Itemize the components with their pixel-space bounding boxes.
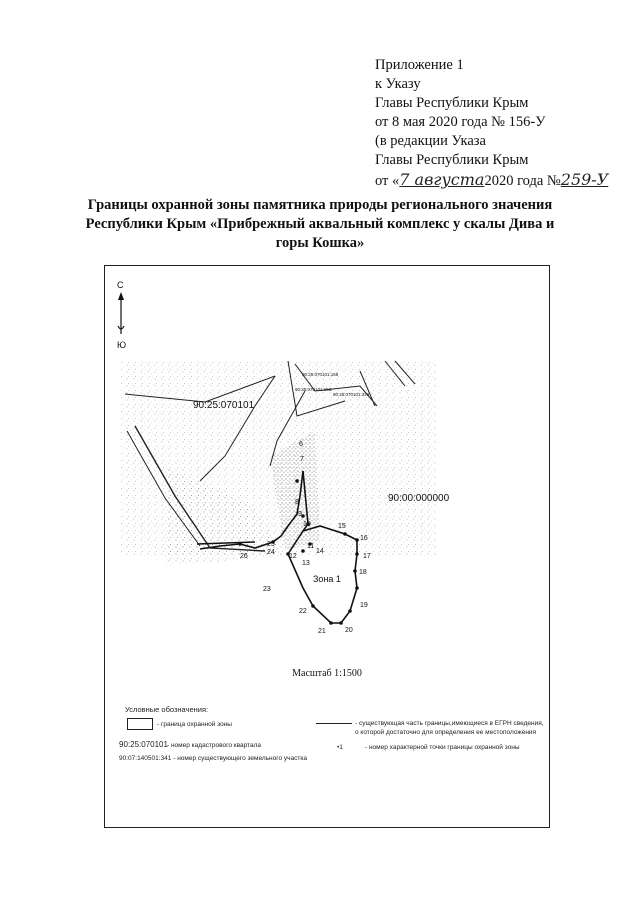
annex-date-middle: 2020 года №	[484, 173, 561, 189]
legend-boundary-swatch	[127, 718, 153, 730]
point-marker	[353, 569, 357, 573]
legend-cadastral-code: 90:25:070101	[119, 740, 168, 749]
point-label: 24	[267, 549, 275, 556]
point-label: 23	[263, 586, 271, 593]
point-marker	[339, 621, 343, 625]
point-label: 16	[360, 535, 368, 542]
point-label: 7	[300, 456, 304, 463]
point-marker	[329, 621, 333, 625]
legend-title: Условные обозначения:	[125, 705, 209, 714]
legend-parcel-example: 90:07:140501:341 - номер существующего земельного участка	[119, 755, 307, 762]
annex-header	[375, 56, 608, 191]
document-title	[60, 196, 580, 253]
point-label: 8	[295, 499, 299, 506]
zone-label: Зона 1	[313, 574, 341, 584]
compass-south-label: Ю	[117, 340, 127, 350]
point-label: 20	[345, 627, 353, 634]
title-line-1: Границы охранной зоны памятника природы регионального значения	[87, 197, 553, 213]
annex-line-1: Приложение 1	[375, 57, 464, 73]
parcel-label-right: 90:00:000000	[388, 493, 450, 504]
annex-line-7	[375, 170, 608, 191]
annex-line-5: (в редакции Указа	[375, 133, 486, 149]
point-label: 14	[316, 548, 324, 555]
annex-line-4: от 8 мая 2020 года № 156-У	[375, 114, 546, 130]
map-frame	[104, 265, 550, 828]
point-label: 21	[318, 628, 326, 635]
point-marker	[355, 586, 359, 590]
point-label: 15	[338, 523, 346, 530]
point-label: 19	[360, 602, 368, 609]
point-label: 17	[363, 553, 371, 560]
legend-line-label	[355, 719, 544, 737]
parcel-label-left: 90:25:070101	[193, 400, 255, 411]
legend-point-label: - номер характерной точки границы охранной зоны	[365, 744, 520, 751]
point-label: 9	[298, 511, 302, 518]
point-marker	[301, 549, 305, 553]
legend-line-label-1: - существующая часть границы,имеющиеся в ЕГРН сведения,	[355, 720, 544, 727]
parcel-label-small-2: 90:25:070101:163	[295, 387, 332, 392]
point-label: 11	[307, 543, 315, 550]
point-label: 25	[267, 541, 275, 548]
point-label: 6	[299, 441, 303, 448]
annex-date-prefix: от «	[375, 173, 400, 189]
handwritten-date: 7 августа	[399, 170, 485, 189]
point-marker	[311, 604, 315, 608]
point-label: 13	[302, 560, 310, 567]
point-label: 10	[303, 521, 311, 528]
annex-line-2: к Указу	[375, 76, 421, 92]
compass-north-label: С	[117, 280, 124, 290]
legend-boundary-label: - граница охранной зоны	[157, 721, 232, 728]
legend-line-swatch	[316, 723, 352, 724]
north-arrow-icon	[118, 292, 124, 300]
legend-cadastral-label: - номер кадастрового квартала	[167, 742, 262, 749]
legend-line-label-2: о которой достаточно для определения ее местоположения	[355, 729, 537, 736]
title-line-3: горы Кошка»	[275, 235, 365, 251]
legend-point-symbol: •1	[337, 744, 343, 751]
point-marker	[343, 532, 347, 536]
point-label: 18	[359, 569, 367, 576]
point-label: 22	[299, 608, 307, 615]
point-label: 26	[240, 553, 248, 560]
point-marker	[295, 479, 299, 483]
map-scale: Масштаб 1:1500	[292, 668, 362, 679]
point-marker	[355, 552, 359, 556]
annex-line-6: Главы Республики Крым	[375, 152, 529, 168]
parcel-label-small-1: 90:25:070101:159	[302, 372, 339, 377]
parcel-label-small-3: 90:25:070101:329	[333, 392, 370, 397]
point-label: 12	[289, 553, 297, 560]
handwritten-number: 259-У	[560, 170, 609, 189]
annex-line-3: Главы Республики Крым	[375, 95, 529, 111]
compass	[117, 280, 126, 350]
point-marker	[355, 538, 359, 542]
point-marker	[348, 609, 352, 613]
title-line-2: Республики Крым «Прибрежный аквальный комплекс у скалы Дива и	[85, 216, 555, 232]
point-marker	[238, 542, 242, 546]
